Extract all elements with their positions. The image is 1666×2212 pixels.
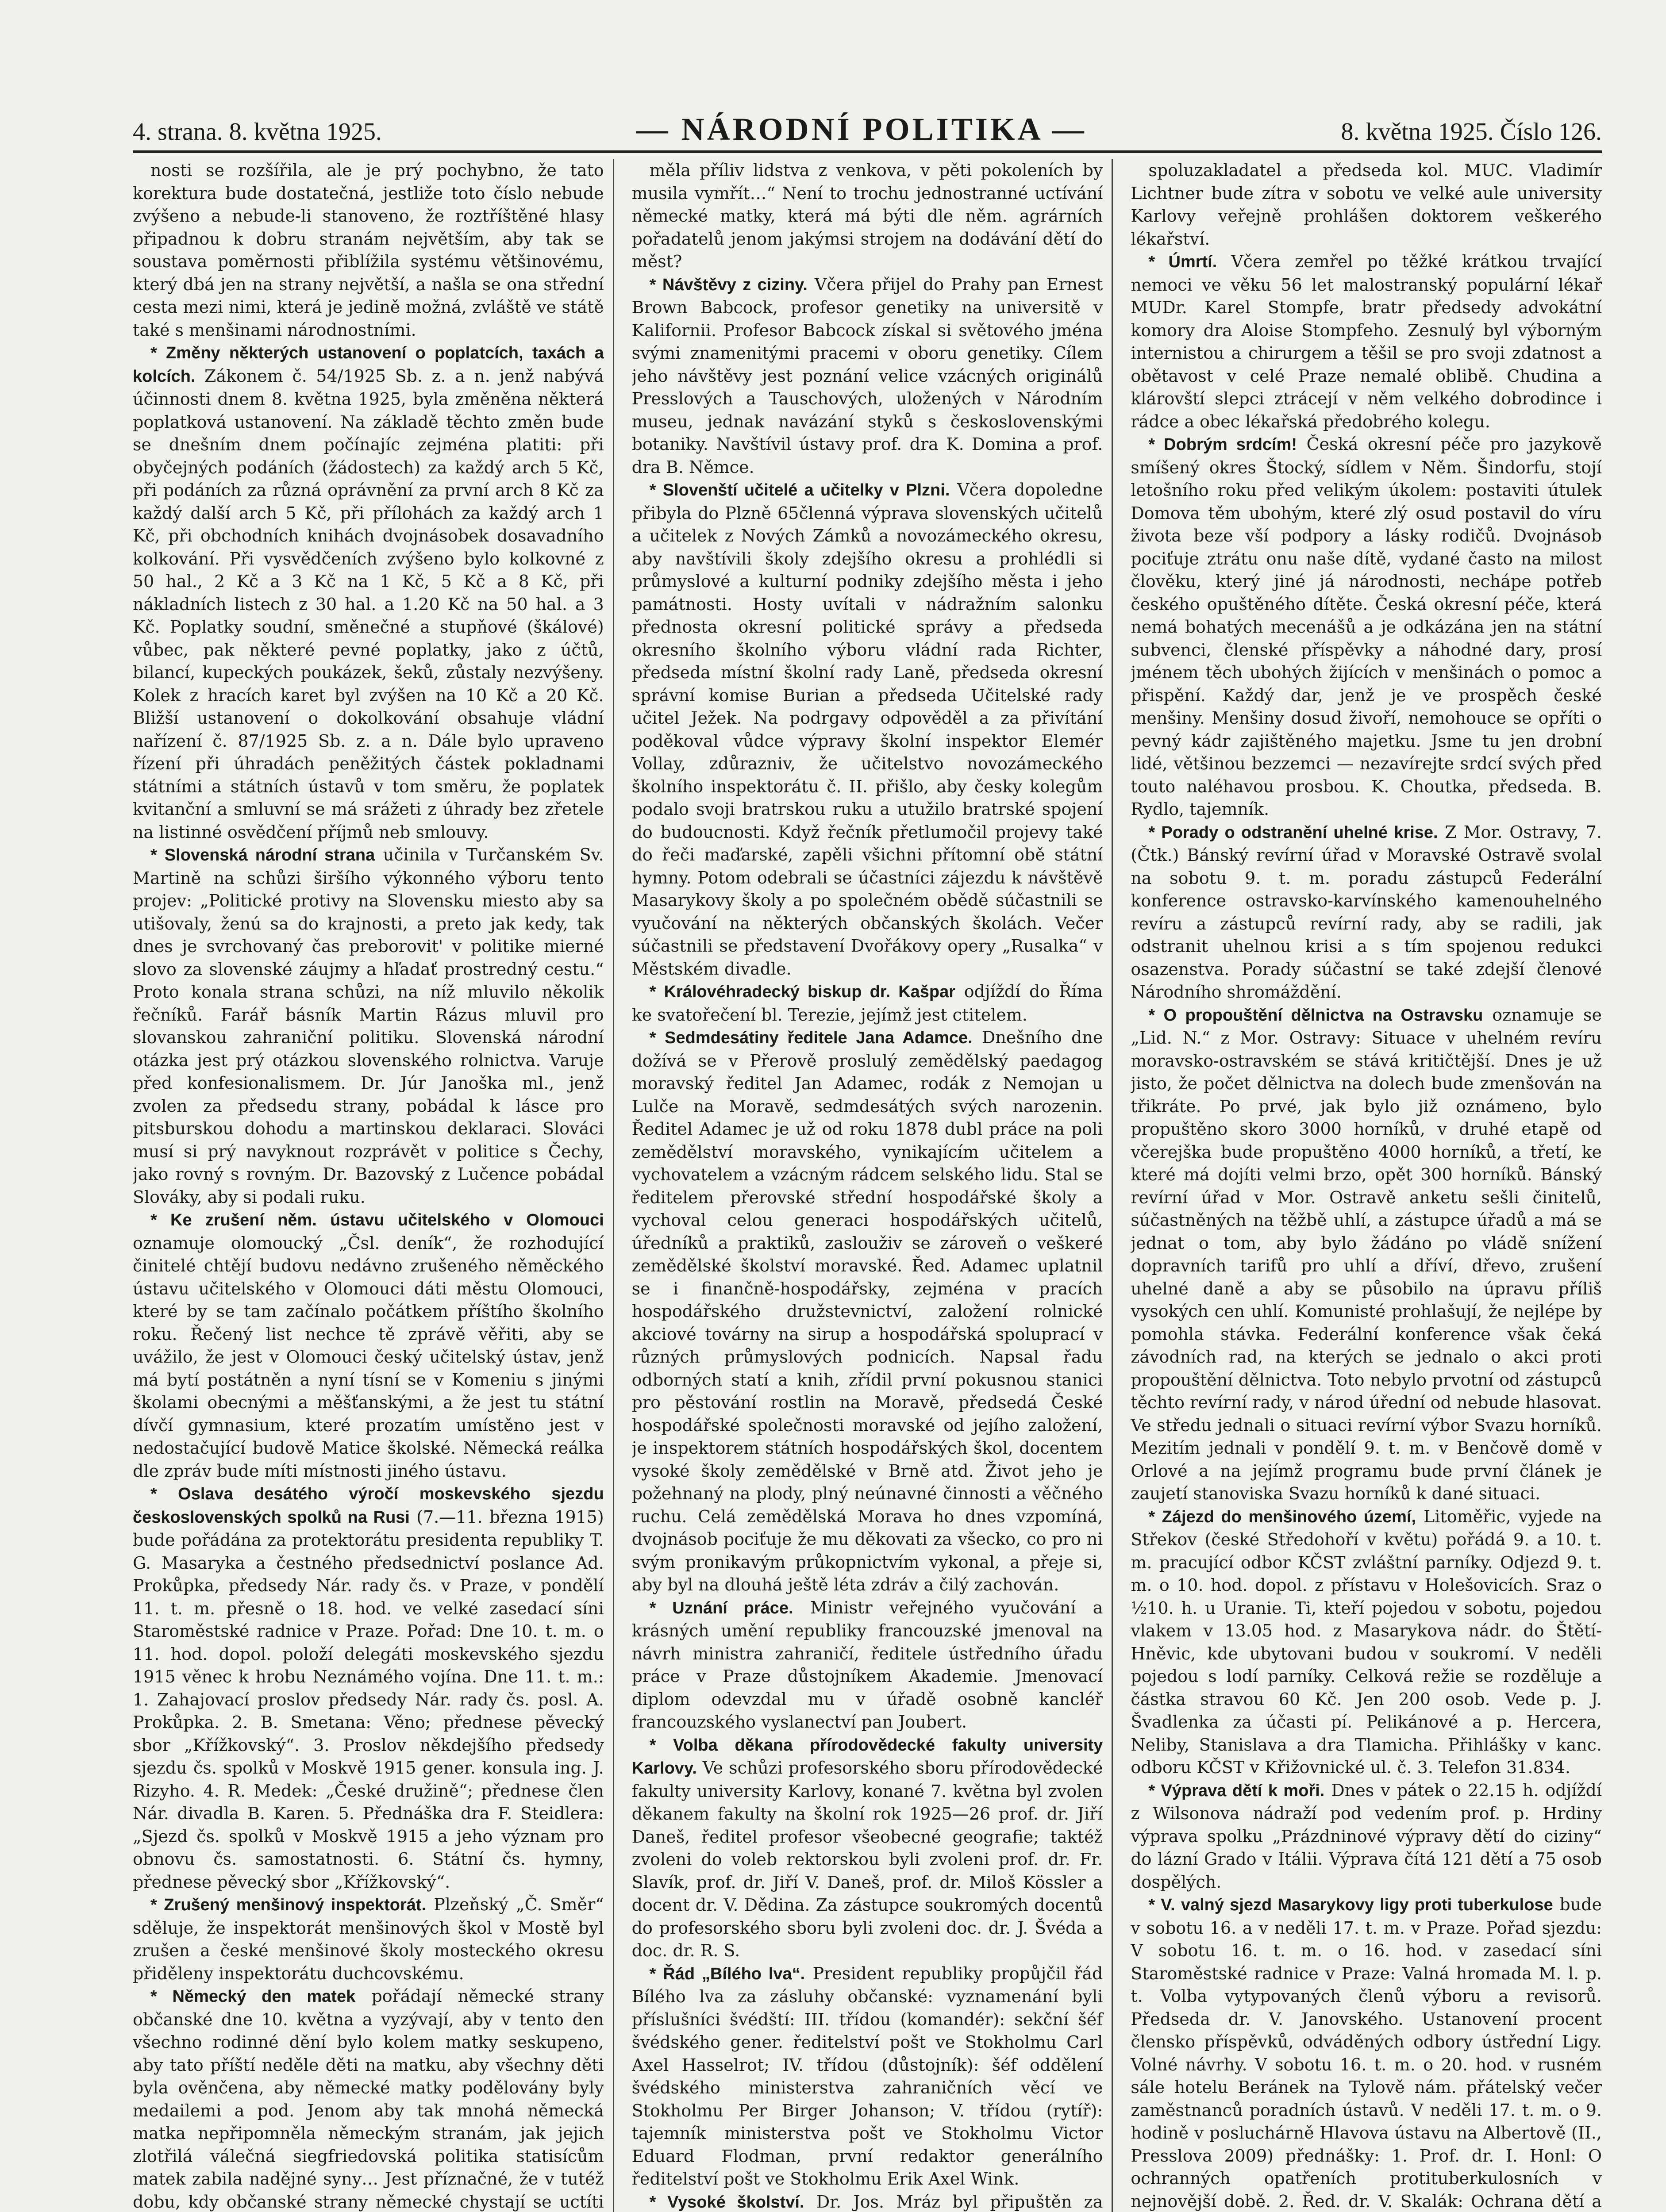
article-text: Včera dopoledne přibyla do Plzně 65členná výprava slovenských učitelů a učitelek z Nových Zámků a novozámeckého okresu, aby navštívili školy zdejšího okresu a prohlédli si průmyslové a kulturní podniky zdejšího města i jeho památnosti. Hosty uvítali v nádražním salonku přednosta okresní politické správy a předseda okresního školního výboru vládní rada Richter, předseda místní školní rady Laně, předseda okresní správní komise Burian a předseda Učitelské rady učitel Ježek. Na podrgavy odpověděl a za přivítání poděkoval vůdce výpravy školní inspektor Elemér Vollay, zdůrazniv, že učitelstvo novozámeckého školního inspektorátu č. II. přišlo, aby česky kolegům podalo svoji bratrskou ruku a utužilo bratrské spojení do budoucnosti. Když řečník přetlumočil projevy také do řeči maďarské, zapěli všichni přítomní obě státní hymny. Potom odebrali se účastníci zájezdu k návštěvě Masarykovy školy a po společném obědě súčastnili se vyučování na některých občanských školách. Večer súčastnili se představení Dvořákovy opery „Rusalka“ v Městském divadle.	[631, 480, 1103, 979]
page-date-left: 4. strana. 8. května 1925.	[133, 118, 382, 146]
article-heading: * Ke zrušení něm. ústavu učitelského v Olomouci	[150, 1211, 604, 1229]
article-heading: * Německý den matek	[150, 1987, 356, 2006]
article-heading: * Královéhradecký biskup dr. Kašpar	[649, 983, 956, 1001]
article-heading: * Zrušený menšinový inspektorát.	[150, 1896, 427, 1914]
article-paragraph	[1131, 1779, 1602, 1894]
article-paragraph	[1131, 821, 1602, 1004]
article-text: Ve schůzi profesorského sboru přírodovědecké fakulty university Karlovy, konané 7. května byl zvolen děkanem fakulty na školní rok 1925—26 prof. dr. Jiří Daneš, ředitel profesor všeobecné geografie; taktéž zvoleni do voleb rektorskou byli zvoleni prof. dr. Fr. Slavík, prof. dr. Jiří V. Daneš, prof. dr. Miloš Kössler a docent dr. V. Dědina. Za zástupce soukromých docentů do profesorského sboru byli zvoleni doc. dr. J. Švéda a doc. dr. R. S.	[631, 1758, 1103, 1960]
article-text: odjíždí do Říma ke svatořečení bl. Terezie, jejímž jest ctitelem.	[631, 982, 1103, 1025]
article-heading: * Slovenští učitelé a učitelky v Plzni.	[649, 481, 950, 499]
article-heading: * Oslava desátého výročí moskevského sjezdu československých spolků na Rusi	[133, 1485, 604, 1527]
article-text: Dnes v pátek o 22.15 h. odjíždí z Wilsonova nádraží pod vedením prof. p. Hrdiny výprava spolku „Prázdninové výpravy dětí do ciziny“ do lázní Grado v Itálii. Výprava čítá 121 dětí a 75 osob dospělých.	[1131, 1780, 1602, 1892]
article-text: Včera přijel do Prahy pan Ernest Brown Babcock, profesor genetiky na universitě v Kalifornii. Profesor Babcock získal si světového jména svými znamenitými pracemi v oboru genetiky. Cílem jeho návštěvy jest poznání velice vzácných originálů Presslových a Tauschových, uložených v Národním museu, jednak navázání styků s československými botaniky. Navštívil ústavy prof. dra K. Domina a prof. dra B. Němce.	[631, 274, 1103, 477]
article-paragraph	[133, 159, 604, 342]
article-text: (7.—11. března 1915) bude pořádána za protektorátu presidenta republiky T. G. Masaryka a čestného předsednictví poslance Ad. Prokůpka, předsedy Nár. rady čs. v Praze, v pondělí 11. t. m. přesně o 18. hod. ve velké zasedací síni Staroměstské radnice v Praze. Pořad: Dne 10. t. m. o 11. hod. dopol. položí delegáti moskevského sjezdu 1915 věnec k hrobu Neznámého vojína. Dne 11. t. m.: 1. Zahajovací proslov předsedy Nár. rady čs. posl. A. Prokůpka. 2. B. Smetana: Věno; přednese pěvecký sbor „Křížkovský“. 3. Proslov někdejšího předsedy sjezdu čs. spolků v Moskvě 1915 gener. konsula ing. J. Rizyho. 4. R. Medek: „České družině“; přednese člen Nár. divadla B. Karen. 5. Přednáška dra F. Steidlera: „Sjezd čs. spolků v Moskvě 1915 a jeho význam pro obnovu čs. samostatnosti. 6. Státní čs. hymny, přednese pěvecký sbor „Křížkovský“.	[133, 1507, 604, 1892]
article-paragraph	[133, 1209, 604, 1482]
article-text: Česká okresní péče pro jazykově smíšený okres Štocký, sídlem v Něm. Šindorfu, stojí letošního roku před velikým úkolem: postaviti útulek Domova těm ubohým, které zlý osud postavil do víru života beze vší podpory a lásky rodičů. Dvojnásob pociťuje ztrátu onu naše dítě, vydané často na milost člověku, který jiné já národnosti, nechápe potřeb českého opuštěného dítěte. Česká okresní péče, která nemá bohatých mecenášů a je odkázána jen na státní subvenci, členské příspěvky a náhodné dary, prosí jménem těch ubohých žijících v menšinách o pomoc a přispění. Každý dar, jenž je ve prospěch české menšiny. Menšiny dosud živoří, nemohouce se opříti o pevný kádr zajištěného majetku. Jsme tu jen drobní lidé, většinou bezzemci — nezavírejte srdcí svých před touto naléhavou prosbou. K. Choutka, předseda. B. Rydlo, tajemník.	[1131, 434, 1602, 819]
article-heading: * Slovenská národní strana	[150, 846, 375, 864]
article-paragraph	[1131, 1893, 1602, 2212]
column-2	[632, 159, 1113, 2212]
article-heading: * Uznání práce.	[649, 1598, 793, 1617]
article-text: nosti se rozšířila, ale je prý pochybno, že tato korektura bude dostatečná, jestliže toto číslo nebude zvýšeno a nebude-li stanoveno, že roztříštěné hlasy připadnou k dobru stranám největším, aby tak se soustava poměrnosti přiblížila systému většinovému, který dbá jen na strany největší, a našla se ona střední cesta mezi nimi, která je jedině možná, zvláště ve státě také s menšinami národnostními.	[133, 161, 604, 340]
article-paragraph	[632, 159, 1103, 273]
article-paragraph	[133, 1482, 604, 1893]
article-heading: * Volba děkana přírodovědecké fakulty university Karlovy.	[631, 1736, 1103, 1778]
article-text: Litoměřic, vyjede na Střekov (české Středohoří v květu) pořádá 9. a 10. t. m. pracující odbor KČST zvláštní parníky. Odjezd 9. t. m. o 10. hod. dopol. z přístavu v Holešovicích. Sraz o ½10. h. u Uranie. Ti, kteří pojedou v sobotu, pojedou vlakem v 13.05 hod. z Masarykova nádr. do Štětí-Hněvic, kde ubytovani budou v soukromí. V neděli pojedou s lodí parníky. Celková režie se rozděluje a částka stravou 60 Kč. Jen 200 osob. Vede p. J. Švadlenka za účasti pí. Pelikánové a p. Hercera, Neliby, Stanislava a dra Tlamicha. Přihlášky v kanc. odboru KČST v Křižovnické ul. č. 3. Telefon 31.834.	[1131, 1506, 1602, 1777]
article-paragraph	[632, 273, 1103, 479]
article-heading: * O propouštění dělnictva na Ostravsku	[1148, 1006, 1483, 1025]
article-text: pořádají německé strany občanské dne 10. května a vyzývají, aby v tento den všechno rodinné dění bylo kolem matky seskupeno, aby tato příští neděle děti na matku, aby všechny děti byla ověnčena, aby německé matky podělovány byly medailemi a pod. Jenom aby tak mnohá německá matka nepřipomněla německým stranám, jak jejich zlotřilá válečná siegfriedovská politika statisícům matek zabila nadějné syny… Jest příznačné, že v tutéž dobu, kdy občanské strany německé chystají se uctíti	[133, 1986, 604, 2212]
article-text: Dnešního dne dožívá se v Přerově proslulý zemědělský paedagog moravský ředitel Jan Adamec, rodák z Nemojan u Lulče na Moravě, sedmdesátých svých narozenin. Ředitel Adamec je už od roku 1878 dubl práce na poli zemědělství moravského, vynikajícím učitelem a vychovatelem a vzácným rádcem selského lidu. Stal se ředitelem přerovské střední hospodářské školy a vychoval celou generaci hospodářských učitelů, úředníků a praktiků, zaslouživ se zároveň o veškeré zemědělské školství moravské. Řed. Adamec uplatnil se i finančně-hospodářsky, zejména v pracích hospodářského družstevnictví, založení rolnické akciové továrny na sirup a hospodářská spoluprací v různých průmyslových podnicích. Napsal řadu odborných statí a knih, zřídil první pokusnou stanici pro pěstování rostlin na Moravě, předsedá České hospodářské společnosti moravské od jejího založení, je inspektorem státních hospodářských škol, docentem vysoké školy zemědělské v Brně atd. Život jeho je požehnaný na plody, plný neúnavné činnosti a věčného ruchu. Celá zemědělská Morava ho dnes vzpomíná, dvojnásob pociťuje že mu děkovati za všecko, co pro ni svým pronikavým průkopnictvím vykonal, a přeje si, aby byl na dlouhá ještě léta zdráv a čilý zachován.	[631, 1028, 1103, 1594]
column-3	[1131, 159, 1602, 2212]
article-paragraph	[1131, 159, 1602, 250]
article-paragraph	[632, 2191, 1103, 2212]
article-text: spoluzakladatel a předseda kol. MUC. Vladimír Lichtner bude zítra v sobotu ve velké aule university Karlovy veřejně prohlášen doktorem veškerého lékařství.	[1131, 161, 1602, 249]
article-text: Plzeňský „Č. Směr“ sděluje, že inspektorát menšinových škol v Mostě byl zrušen a české menšinové školy mosteckého okresu přiděleny inspektorátu duchcovskému.	[133, 1895, 604, 1983]
article-paragraph	[1131, 250, 1602, 433]
article-heading: * Vysoké školství.	[649, 2193, 804, 2212]
article-paragraph	[133, 342, 604, 844]
article-heading: * Výprava dětí k moři.	[1148, 1781, 1325, 1800]
article-text: Ministr veřejného vyučování a krásných umění republiky francouzské jmenoval na návrh ministra zahraničí, ředitele ústředního úřadu práce v Praze důstojníkem Akademie. Jmenovací diplom odevzdal mu v úřadě osobně kancléř francouzského vyslanectví pan Joubert.	[631, 1598, 1103, 1732]
article-heading: * Zájezd do menšinového území,	[1148, 1507, 1416, 1526]
masthead	[133, 102, 1602, 153]
article-text: Dr. Jos. Mráz byl připuštěn za	[816, 2192, 1103, 2212]
column-1	[133, 159, 614, 2212]
article-paragraph	[632, 479, 1103, 980]
article-heading: * Řád „Bílého lva“.	[649, 1964, 805, 1983]
article-paragraph	[133, 1893, 604, 1985]
article-text: Zákonem č. 54/1925 Sb. z. a n. jenž nabývá účinnosti dnem 8. května 1925, byla změněna některá poplatková ustanovení. Na základě těchto změn bude se dnešním dnem počínajíc zejména platiti: při obyčejných podáních (žádostech) za každý arch 5 Kč, při podáních za různá oprávnění za první arch 8 Kč za každý další arch 5 Kč, při přílohách za každý arch 1 Kč, při obchodních knihách dvojnásobek dosavadního kolkování. Při vysvědčeních zvýšeno bylo kolkovné z 50 hal., 2 Kč a 3 Kč na 1 Kč, 5 Kč a 8 Kč, při nákladních listech z 30 hal. a 1.20 Kč na 50 hal. a 3 Kč. Poplatky soudní, směnečné a stupňové (škálové) vůbec, pak některé pevné poplatky, jako z účtů, bilancí, kupeckých poukázek, šeků, zůstaly nezvýšeny. Kolek z hracích karet byl zvýšen na 10 Kč a 20 Kč. Bližší ustanovení o dokolkování obsahuje vládní nařízení č. 87/1925 Sb. z. a n. Dále bylo upraveno řízení při úhradách peněžitých částek pokladnami státními a státních ústavů v tom směru, že poplatek kvitanční a smluvní se má srážeti z úhrady bez zřetele na listinné osvědčení příjmů neb smlouvy.	[133, 366, 604, 842]
article-paragraph	[632, 1597, 1103, 1734]
article-heading: * Návštěvy z ciziny.	[649, 275, 808, 294]
article-paragraph	[1131, 433, 1602, 821]
article-heading: * V. valný sjezd Masarykovy ligy proti tuberkulose	[1148, 1896, 1553, 1914]
article-heading: * Dobrým srdcím!	[1148, 435, 1297, 454]
article-text: Včera zemřel po těžké krátkou trvající nemoci ve věku 56 let malostranský populární lékař MUDr. Karel Stompfe, bratr předsedy advokátní komory dra Aloise Stompfeho. Zesnulý byl výborným internistou a chirurgem a těšil se pro svoji zdatnost a obětavost v celé Praze nemalé oblibě. Chudina a klárovští slepci ztrácejí v něm velkého dobrodince i rádce a obec lékařská předobrého kolegu.	[1131, 252, 1602, 431]
article-paragraph	[133, 1985, 604, 2212]
article-text: učinila v Turčanském Sv. Martině na schůzi širšího výkonného výboru tento projev: „Politické protivy na Slovensku miesto aby sa utišovaly, ženú sa do krajnosti, a preto jak kedy, tak dnes je svrchovaný čas preborovit' v politike mierné slovo za slovenské záujmy a hľadať prostredný cestu.“ Proto konala strana schůzi, na níž mluvilo několik řečníků. Farář básník Martin Rázus mluvil pro slovanskou zahraniční politiku. Slovenská národní otázka jest prý otázkou slovenského rolnictva. Varuje před konfesionalismem. Dr. Júr Janoška ml., jenž zvolen za předsedu strany, pobádal k lásce pro pitsburskou dohodu a martinskou deklaraci. Slováci musí si prý navyknout rozprávět v politice s Čechy, jako rovný s rovným. Dr. Bazovský z Lučence pobádal Slováky, aby si podali ruku.	[133, 845, 604, 1207]
article-text: Z Mor. Ostravy, 7. (Čtk.) Bánský revírní úřad v Moravské Ostravě svolal na sobotu 9. t. m. poradu zástupců Federální konference ostravsko-karvínského kamenouhelného revíru a zástupců revírní rady, aby se radili, jak odstranit uhelnou krisi a s tím spojenou redukci osazenstva. Porady súčastní se také zdejší členové Národního shromáždění.	[1131, 822, 1602, 1002]
article-columns	[133, 159, 1602, 2212]
article-paragraph	[1131, 1505, 1602, 1779]
article-paragraph	[133, 844, 604, 1209]
article-text: President republiky propůjčil řád Bílého lva za zásluhy občanské: vyznamenání byli příslušníci švédští: III. třídou (komandér): sekční šéf švédského gener. ředitelství pošt ve Stokholmu Carl Axel Hasselrot; IV. třídou (důstojník): šéf oddělení švédského ministerstva zahraničních věcí ve Stokholmu Per Birger Johanson; V. třídou (rytíř): tajemník ministerstva pošt ve Stokholmu Victor Eduard Flodman, první redaktor generálního ředitelství pošt ve Stokholmu Erik Axel Wink.	[631, 1963, 1103, 2189]
article-heading: * Sedmdesátiny ředitele Jana Adamce.	[649, 1029, 973, 1047]
article-text: oznamuje olomoucký „Čsl. deník“, že rozhodující činitelé chtějí budovu nedávno zrušeného něměckého ústavu učitelského v Olomouci dáti městu Olomouci, které by se tam začínalo počátkem příštího školního roku. Řečený list nechce tě zprávě věřiti, aby se uvážilo, že jest v Olomouci český učitelský ústav, jenž má bytí postátněn a nyní tísní se v Komeniu s jinými školami obecnými a měšťanskými, a že jest tu státní dívčí gymnasium, které prozatím umístěno jest v nedostačující budově Matice školské. Německá reálka dle zpráv bude míti místnosti jiného ústavu.	[133, 1233, 604, 1481]
newspaper-title: — NÁRODNÍ POLITIKA —	[636, 111, 1087, 147]
article-paragraph	[632, 1962, 1103, 2191]
article-paragraph	[1131, 1004, 1602, 1505]
article-heading: * Porady o odstranění uhelné krise.	[1148, 823, 1438, 842]
issue-number: 8. května 1925. Číslo 126.	[1341, 118, 1602, 146]
article-text: oznamuje se „Lid. N.“ z Mor. Ostravy: Situace v uhelném revíru moravsko-ostravském se stává kritičtější. Dnes je už jisto, že počet dělnictva na dolech bude zmenšován na třikráte. Po prvé, jak bylo již oznámeno, bylo propuštěno skoro 3000 horníků, v druhé etapě od včerejška bude propuštěno 4000 horníků, a třetí, ke které má dojíti velmi brzo, opět 300 horníků. Bánský revírní úřad v Mor. Ostravě anketu sešli činitelů, súčastněných na těžbě uhlí, a zástupce úřadů a má se jednat o tom, aby bylo žádáno po vládě snížení dopravních tarifů pro uhlí a dříví, dřevo, zrušení uhelné daně a aby se působilo na úpravu příliš vysokých cen uhlí. Komunisté prohlašují, že nejlépe by pomohla stávka. Federální konference však čeká závodních rad, na kterých se jednalo o akci proti propouštění dělnictva. Toto nebylo prvotní od zástupců těchto revírní rady, v národ úřední od nebude hlasovat. Ve středu jednali o situaci revírní výbor Svazu horníků. Mezitím jednali v pondělí 9. t. m. v Benčově domě v Orlové a na jejímž programu bude první článek je zaujetí stanoviska Svazu horníků k dané situaci.	[1131, 1005, 1602, 1503]
article-text: měla příliv lidstva z venkova, v pěti pokoleních by musila vymřít…“ Není to trochu jednostranné uctívání německé matky, která má býti dle něm. agrárních pořadatelů jenom jakýmsi strojem na dodávání dětí do měst?	[631, 161, 1103, 271]
article-heading: * Změny některých ustanovení o poplatcích, taxách a kolcích.	[133, 344, 604, 386]
article-paragraph	[632, 1026, 1103, 1597]
article-text: bude v sobotu 16. a v neděli 17. t. m. v Praze. Pořad sjezdu: V sobotu 16. t. m. o 16. hod. v zasedací síni Staroměstské radnice v Praze: Valná hromada M. l. p. t. Volba vytypovaných členů výboru a revisorů. Předseda dr. V. Janovského. Ustanovení procent člensko příspěvků, odváděných odbory ústřední Ligy. Volné návrhy. V sobotu 16. t. m. o 20. hod. v rusném sále hotelu Beránek na Tylově nám. přátelský večer zaměstnanců poradních ústavů. V neděli 17. t. m. o 9. hodině v posluchárně Hlavova ústavu na Albertově (II., Presslova 2009) přednášky: 1. Prof. dr. I. Honl: O ochranných opatřeních protituberkulosních v nejnovější době. 2. Řed. dr. V. Skalák: Ochrana dětí a	[1131, 1895, 1602, 2211]
article-paragraph	[632, 980, 1103, 1026]
article-paragraph	[632, 1734, 1103, 1962]
article-heading: * Úmrtí.	[1148, 253, 1217, 271]
